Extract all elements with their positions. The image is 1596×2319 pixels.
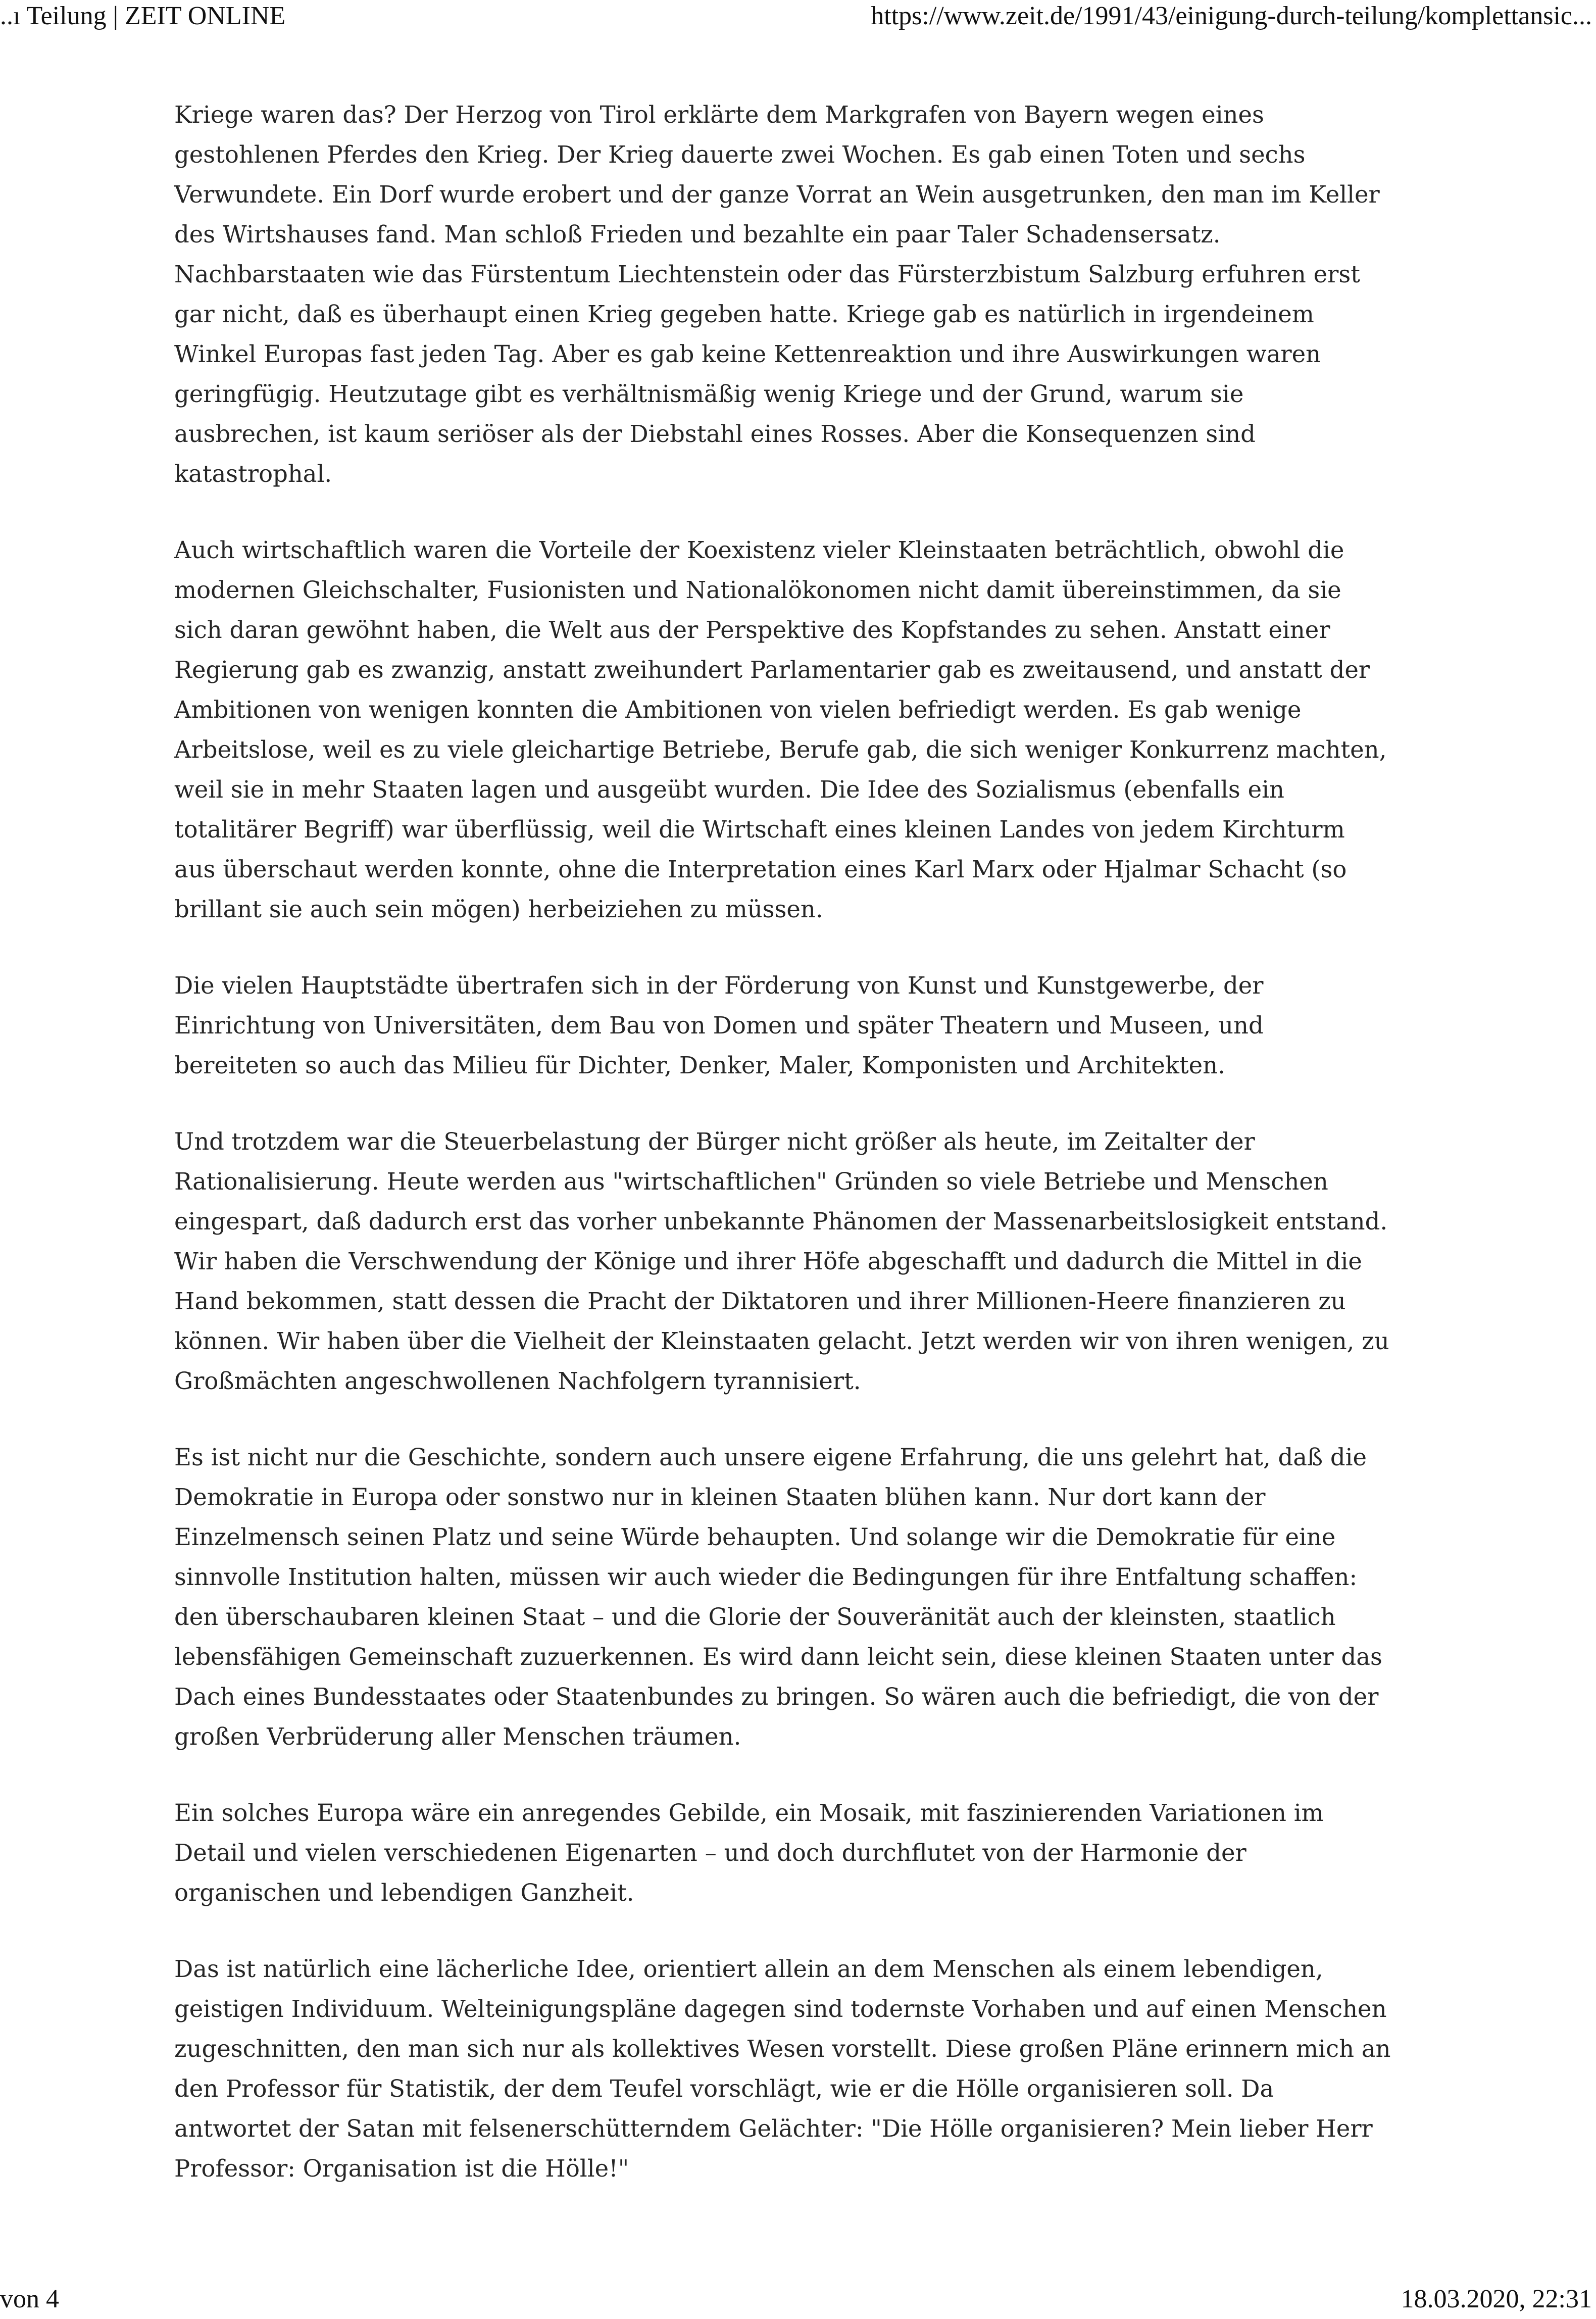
article-body <box>174 95 1391 2225</box>
article-paragraph: Ein solches Europa wäre ein anregendes Gebilde, ein Mosaik, mit faszinierenden Variationen im Detail und vielen verschiedenen Eigenarten – und doch durchflutet von der Harmonie der organischen und lebendigen Ganzheit. <box>174 1799 1324 1906</box>
print-header-url: https://www.zeit.de/1991/43/einigung-durch-teilung/komplettansic... <box>871 2 1592 30</box>
article-paragraph: Auch wirtschaftlich waren die Vorteile der Koexistenz vieler Kleinstaaten beträchtlich, obwohl die modernen Gleichschalter, Fusionisten und Nationalökonomen nicht damit übereinstimmen, da sie sich daran gewöhnt haben, die Welt aus der Perspektive des Kopfstandes zu sehen. Anstatt einer Regierung gab es zwanzig, anstatt zweihundert Parlamentarier gab es zweitausend, und anstatt der Ambitionen von wenigen konnten die Ambitionen von vielen befriedigt werden. Es gab wenige Arbeitslose, weil es zu viele gleichartige Betriebe, Berufe gab, die sich weniger Konkurrenz machten, weil sie in mehr Staaten lagen und ausgeübt wurden. Die Idee des Sozialismus (ebenfalls ein totalitärer Begriff) war überflüssig, weil die Wirtschaft eines kleinen Landes von jedem Kirchturm aus überschaut werden konnte, ohne die Interpretation eines Karl Marx oder Hjalmar Schacht (so brillant sie auch sein mögen) herbeiziehen zu müssen. <box>174 536 1387 923</box>
print-header-title: ..ı Teilung | ZEIT ONLINE <box>0 2 286 30</box>
article-paragraph: Die vielen Hauptstädte übertrafen sich in der Förderung von Kunst und Kunstgewerbe, der Einrichtung von Universitäten, dem Bau von Domen und später Theatern und Museen, und bereiteten so auch das Milieu für Dichter, Denker, Maler, Komponisten und Architekten. <box>174 972 1264 1079</box>
article-paragraph: Das ist natürlich eine lächerliche Idee, orientiert allein an dem Menschen als einem lebendigen, geistigen Individuum. Welteinigungspläne dagegen sind todernste Vorhaben und auf einen Menschen zugeschnitten, den man sich nur als kollektives Wesen vorstellt. Diese großen Pläne erinnern mich an den Professor für Statistik, der dem Teufel vorschlägt, wie er die Hölle organisieren soll. Da antwortet der Satan mit felsenerschütterndem Gelächter: "Die Hölle organisieren? Mein lieber Herr Professor: Organisation ist die Hölle!" <box>174 1955 1391 2182</box>
article-paragraph: Und trotzdem war die Steuerbelastung der Bürger nicht größer als heute, im Zeitalter der Rationalisierung. Heute werden aus "wirtschaftlichen" Gründen so viele Betriebe und Menschen eingespart, daß dadurch erst das vorher unbekannte Phänomen der Massenarbeitslosigkeit entstand. Wir haben die Verschwendung der Könige und ihrer Höfe abgeschafft und dadurch die Mittel in die Hand bekommen, statt dessen die Pracht der Diktatoren und ihrer Millionen-Heere finanzieren zu können. Wir haben über die Vielheit der Kleinstaaten gelacht. Jetzt werden wir von ihren wenigen, zu Großmächten angeschwollenen Nachfolgern tyrannisiert. <box>174 1128 1389 1395</box>
article-paragraph: Kriege waren das? Der Herzog von Tirol erklärte dem Markgrafen von Bayern wegen eines gestohlenen Pferdes den Krieg. Der Krieg dauerte zwei Wochen. Es gab einen Toten und sechs Verwundete. Ein Dorf wurde erobert und der ganze Vorrat an Wein ausgetrunken, den man im Keller des Wirtshauses fand. Man schloß Frieden und bezahlte ein paar Taler Schadensersatz. Nachbarstaaten wie das Fürstentum Liechtenstein oder das Fürsterzbistum Salzburg erfuhren erst gar nicht, daß es überhaupt einen Krieg gegeben hatte. Kriege gab es natürlich in irgendeinem Winkel Europas fast jeden Tag. Aber es gab keine Kettenreaktion und ihre Auswirkungen waren geringfügig. Heutzutage gibt es verhältnismäßig wenig Kriege und der Grund, warum sie ausbrechen, ist kaum seriöser als der Diebstahl eines Rosses. Aber die Konsequenzen sind katastrophal. <box>174 101 1380 487</box>
print-footer-page-number: von 4 <box>0 2285 59 2313</box>
print-footer-timestamp: 18.03.2020, 22:31 <box>1401 2285 1592 2313</box>
article-paragraph: Es ist nicht nur die Geschichte, sondern auch unsere eigene Erfahrung, die uns gelehrt hat, daß die Demokratie in Europa oder sonstwo nur in kleinen Staaten blühen kann. Nur dort kann der Einzelmensch seinen Platz und seine Würde behaupten. Und solange wir die Demokratie für eine sinnvolle Institution halten, müssen wir auch wieder die Bedingungen für ihre Entfaltung schaffen: den überschaubaren kleinen Staat – und die Glorie der Souveränität auch der kleinsten, staatlich lebensfähigen Gemeinschaft zuzuerkennen. Es wird dann leicht sein, diese kleinen Staaten unter das Dach eines Bundesstaates oder Staatenbundes zu bringen. So wären auch die befriedigt, die von der großen Verbrüderung aller Menschen träumen. <box>174 1444 1382 1750</box>
